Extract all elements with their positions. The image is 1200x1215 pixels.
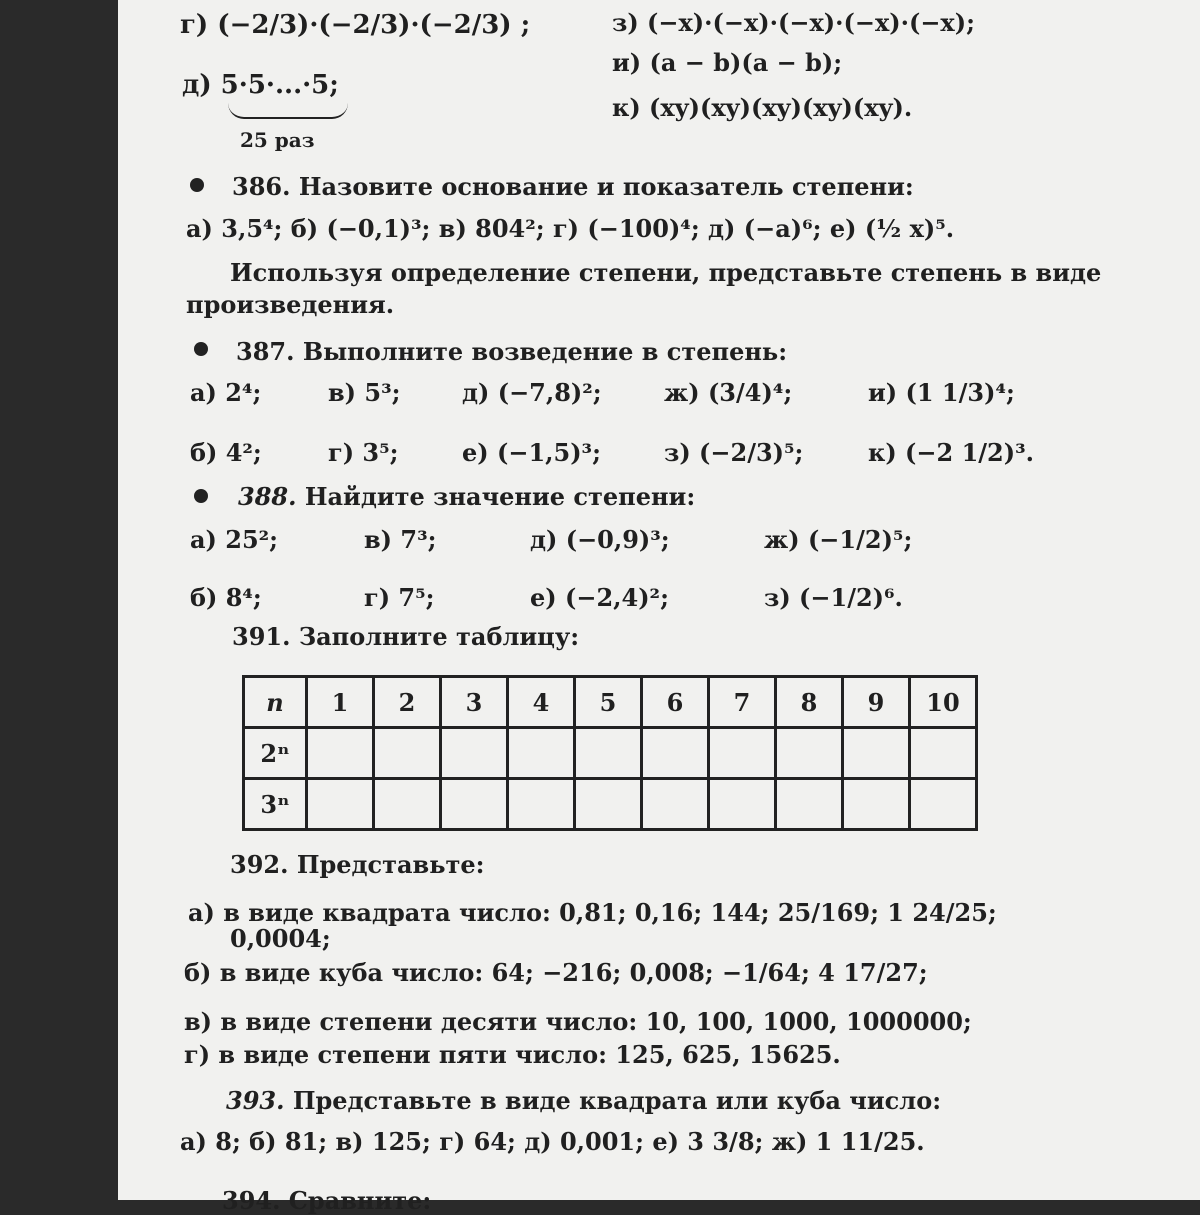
ex392-title: Представьте: xyxy=(296,850,485,879)
top-item-d-note: 25 раз xyxy=(240,128,315,152)
table-cell: 2ⁿ xyxy=(244,728,307,779)
table-cell xyxy=(575,728,642,779)
ex387-r1-v: в) 5³; xyxy=(328,378,401,407)
ex386-number: 386. xyxy=(232,172,291,201)
ex392-b: б) в виде куба число: 64; −216; 0,008; −1/64; 4 17/27; xyxy=(184,958,928,987)
table-row xyxy=(244,677,977,728)
table-cell xyxy=(642,728,709,779)
ex392-g: г) в виде степени пяти число: 125, 625, 15625. xyxy=(184,1040,841,1069)
powers-table xyxy=(242,675,978,831)
ex387-r2-b: б) 4²; xyxy=(190,438,262,467)
table-row xyxy=(244,728,977,779)
ex392-a2: 0,0004; xyxy=(230,924,331,953)
ex388-r2-z: з) (−1/2)⁶. xyxy=(764,583,903,612)
ex387-r1-d: д) (−7,8)²; xyxy=(462,378,602,407)
table-cell xyxy=(441,728,508,779)
table-cell: 9 xyxy=(843,677,910,728)
table-cell xyxy=(374,779,441,830)
top-item-i: и) (a − b)(a − b); xyxy=(612,48,843,77)
ex387-r1-a: а) 2⁴; xyxy=(190,378,262,407)
ex393-number: 393. xyxy=(226,1086,285,1115)
ex387-header xyxy=(236,337,787,366)
table-row xyxy=(244,779,977,830)
ex391-title: Заполните таблицу: xyxy=(298,622,580,651)
table-cell: 4 xyxy=(508,677,575,728)
ex393-header xyxy=(226,1086,941,1115)
ex387-number: 387. xyxy=(236,337,295,366)
ex388-r2-b: б) 8⁴; xyxy=(190,583,262,612)
ex388-number: 388. xyxy=(238,482,297,511)
table-cell xyxy=(776,728,843,779)
bullet-387 xyxy=(194,342,208,356)
ex392-header xyxy=(230,850,485,879)
table-cell: 6 xyxy=(642,677,709,728)
table-cell xyxy=(776,779,843,830)
table-cell xyxy=(642,779,709,830)
table-cell xyxy=(441,779,508,830)
table-cell: n xyxy=(244,677,307,728)
table-cell: 10 xyxy=(910,677,977,728)
top-item-g: г) (−2/3)·(−2/3)·(−2/3) ; xyxy=(180,10,531,40)
ex393-items: а) 8; б) 81; в) 125; г) 64; д) 0,001; е) 3 3/8; ж) 1 11/25. xyxy=(180,1127,925,1156)
instruction-line1: Используя определение степени, представьте степень в виде xyxy=(230,258,1102,287)
ex387-r2-e: е) (−1,5)³; xyxy=(462,438,601,467)
ex386-items: а) 3,5⁴; б) (−0,1)³; в) 804²; г) (−100)⁴; д) (−a)⁶; е) (½ x)⁵. xyxy=(186,214,955,243)
table-cell xyxy=(508,728,575,779)
top-item-k: к) (xy)(xy)(xy)(xy)(xy). xyxy=(612,93,913,122)
table-cell xyxy=(374,728,441,779)
ex386-title: Назовите основание и показатель степени: xyxy=(298,172,914,201)
ex387-title: Выполните возведение в степень: xyxy=(302,337,788,366)
table-cell xyxy=(307,779,374,830)
ex388-r1-zh: ж) (−1/2)⁵; xyxy=(764,525,913,554)
ex387-r2-z: з) (−2/3)⁵; xyxy=(664,438,804,467)
ex388-r2-e: е) (−2,4)²; xyxy=(530,583,669,612)
ex387-r1-i: и) (1 1/3)⁴; xyxy=(868,378,1015,407)
table-cell: 2 xyxy=(374,677,441,728)
table-cell xyxy=(910,728,977,779)
table-cell xyxy=(575,779,642,830)
table-cell: 7 xyxy=(709,677,776,728)
table-cell xyxy=(307,728,374,779)
ex388-title: Найдите значение степени: xyxy=(304,482,696,511)
instruction-line2: произведения. xyxy=(186,290,395,319)
table-cell xyxy=(843,779,910,830)
ex387-r1-zh: ж) (3/4)⁴; xyxy=(664,378,793,407)
ex393-title: Представьте в виде квадрата или куба число: xyxy=(292,1086,942,1115)
table-cell: 3 xyxy=(441,677,508,728)
ex388-header xyxy=(238,482,695,511)
table-cell xyxy=(709,779,776,830)
table-cell: 3ⁿ xyxy=(244,779,307,830)
ex387-r2-g: г) 3⁵; xyxy=(328,438,399,467)
top-item-d: д) 5·5·...·5; xyxy=(182,70,339,100)
ex392-v: в) в виде степени десяти число: 10, 100, 1000, 1000000; xyxy=(184,1007,972,1036)
ex391-header xyxy=(232,622,579,651)
ex388-r1-d: д) (−0,9)³; xyxy=(530,525,670,554)
table-cell xyxy=(910,779,977,830)
table-cell xyxy=(508,779,575,830)
table-cell xyxy=(709,728,776,779)
underbrace xyxy=(228,103,348,119)
table-cell: 1 xyxy=(307,677,374,728)
top-item-z: з) (−x)·(−x)·(−x)·(−x)·(−x); xyxy=(612,8,975,37)
bullet-386 xyxy=(190,178,204,192)
table-cell xyxy=(843,728,910,779)
table-cell: 5 xyxy=(575,677,642,728)
ex388-r1-v: в) 7³; xyxy=(364,525,437,554)
bullet-388 xyxy=(194,489,208,503)
ex387-r2-k: к) (−2 1/2)³. xyxy=(868,438,1034,467)
ex386-header xyxy=(232,172,914,201)
ex392-a1: а) в виде квадрата число: 0,81; 0,16; 144; 25/169; 1 24/25; xyxy=(188,898,997,927)
ex391-number: 391. xyxy=(232,622,291,651)
ex388-r2-g: г) 7⁵; xyxy=(364,583,435,612)
ex394-partial: 394. Сравните: xyxy=(222,1186,432,1215)
table-cell: 8 xyxy=(776,677,843,728)
ex388-r1-a: а) 25²; xyxy=(190,525,279,554)
ex392-number: 392. xyxy=(230,850,289,879)
